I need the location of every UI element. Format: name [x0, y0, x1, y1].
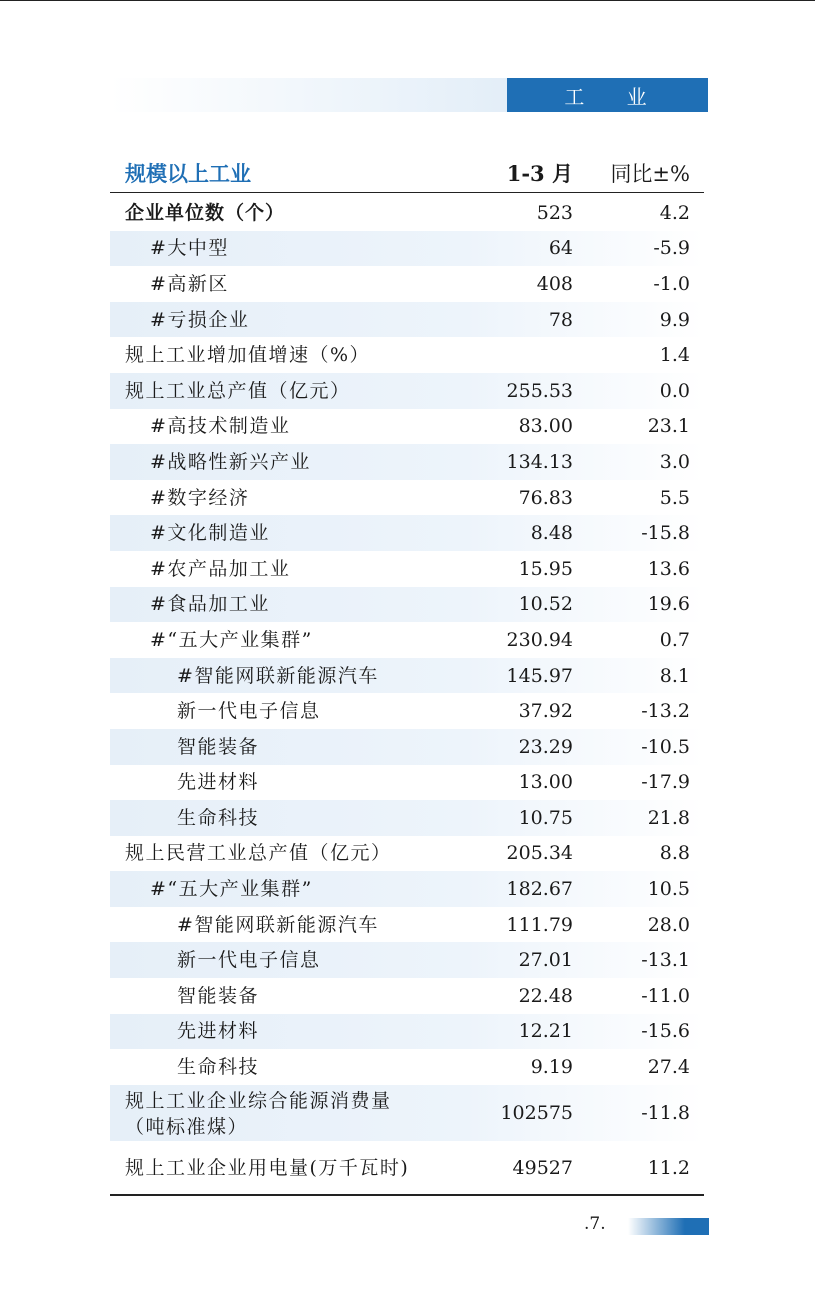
- table-row: [110, 587, 704, 623]
- page-footer-bar: [628, 1218, 709, 1235]
- row-label: #高新区: [150, 272, 229, 295]
- row-value: 12.21: [518, 1020, 573, 1043]
- row-label: 企业单位数（个）: [125, 201, 286, 224]
- row-change: 27.4: [647, 1056, 690, 1079]
- row-label: 智能装备: [177, 735, 260, 758]
- row-change: 3.0: [659, 450, 690, 473]
- row-label: #“五大产业集群”: [150, 878, 313, 901]
- row-change: -13.2: [641, 700, 690, 723]
- row-change: -11.8: [641, 1101, 690, 1124]
- table-row: [110, 765, 704, 801]
- table-row: [110, 729, 704, 765]
- row-value: 205.34: [506, 842, 573, 865]
- row-label: 规上民营工业总产值（亿元）: [125, 842, 392, 865]
- row-value: 27.01: [518, 949, 573, 972]
- row-change: 19.6: [647, 593, 690, 616]
- row-value: 9.19: [530, 1056, 573, 1079]
- row-change: 8.8: [659, 842, 690, 865]
- row-label: [125, 1088, 392, 1140]
- table-row: [110, 836, 704, 872]
- row-value: 408: [536, 272, 573, 295]
- row-label: 生命科技: [177, 1056, 260, 1079]
- table-row: [110, 658, 704, 694]
- row-change: -10.5: [641, 735, 690, 758]
- data-table: [110, 195, 704, 1185]
- row-label: 规上工业增加值增速（%）: [125, 344, 371, 367]
- row-value: 49527: [512, 1156, 573, 1179]
- row-change: 10.5: [647, 878, 690, 901]
- row-change: 11.2: [647, 1156, 690, 1179]
- row-change: 0.7: [659, 628, 690, 651]
- table-row: [110, 231, 704, 267]
- row-label: #智能网联新能源汽车: [177, 664, 379, 687]
- row-label: 智能装备: [177, 984, 260, 1007]
- table-bottom-rule: [110, 1194, 704, 1196]
- row-value: 523: [536, 201, 573, 224]
- row-value: 76.83: [518, 486, 573, 509]
- table-row: [110, 302, 704, 338]
- table-header: [110, 150, 704, 193]
- row-value: 230.94: [506, 628, 573, 651]
- row-label: #智能网联新能源汽车: [177, 913, 379, 936]
- page-number: .7.: [584, 1214, 606, 1234]
- row-change: -1.0: [653, 272, 690, 295]
- row-label: 新一代电子信息: [177, 700, 321, 723]
- row-value: 255.53: [506, 379, 573, 402]
- header-gradient-band: [110, 78, 507, 112]
- table-row: [110, 622, 704, 658]
- row-value: 10.75: [518, 806, 573, 829]
- table-row: [110, 942, 704, 978]
- row-change: -17.9: [641, 771, 690, 794]
- row-label: #“五大产业集群”: [150, 628, 313, 651]
- table-row: [110, 551, 704, 587]
- row-label: 新一代电子信息: [177, 949, 321, 972]
- table-row: [110, 907, 704, 943]
- row-label: #食品加工业: [150, 593, 270, 616]
- row-value: 10.52: [518, 593, 573, 616]
- row-label: #农产品加工业: [150, 557, 291, 580]
- row-change: -15.8: [641, 522, 690, 545]
- row-label: #数字经济: [150, 486, 250, 509]
- row-value: 64: [548, 237, 573, 260]
- table-row: [110, 800, 704, 836]
- row-label: #战略性新兴产业: [150, 450, 311, 473]
- row-label: #高技术制造业: [150, 415, 291, 438]
- row-label: #亏损企业: [150, 308, 250, 331]
- row-value: 78: [548, 308, 573, 331]
- row-change: 9.9: [659, 308, 690, 331]
- row-value: 111.79: [506, 913, 573, 936]
- column-header-period: 1-3 月: [506, 161, 573, 186]
- row-value: 134.13: [506, 450, 573, 473]
- table-row: [110, 978, 704, 1014]
- table-row: [110, 444, 704, 480]
- row-value: 8.48: [530, 522, 573, 545]
- row-change: 5.5: [659, 486, 690, 509]
- table-row: [110, 871, 704, 907]
- table-row: [110, 1085, 704, 1141]
- row-value: 13.00: [518, 771, 573, 794]
- section-title-tab: 工 业: [507, 78, 708, 112]
- row-change: 28.0: [647, 913, 690, 936]
- row-label: 生命科技: [177, 806, 260, 829]
- row-value: 22.48: [518, 984, 573, 1007]
- table-row: [110, 1150, 704, 1186]
- table-row: [110, 515, 704, 551]
- row-label: #大中型: [150, 237, 229, 260]
- row-label: #文化制造业: [150, 522, 270, 545]
- row-value: 83.00: [518, 415, 573, 438]
- top-rule: [0, 0, 815, 1]
- row-change: -11.0: [641, 984, 690, 1007]
- row-change: 8.1: [659, 664, 690, 687]
- table-row: [110, 337, 704, 373]
- column-header-yoy: 同比±%: [610, 162, 690, 186]
- row-change: -15.6: [641, 1020, 690, 1043]
- table-row: [110, 1014, 704, 1050]
- table-title: 规模以上工业: [125, 162, 251, 186]
- row-value: 15.95: [518, 557, 573, 580]
- table-row: [110, 693, 704, 729]
- row-change: 1.4: [659, 344, 690, 367]
- table-row: [110, 480, 704, 516]
- row-label-line2: （吨标准煤）: [125, 1115, 249, 1138]
- row-change: 4.2: [659, 201, 690, 224]
- row-label: 先进材料: [177, 1020, 260, 1043]
- row-change: -13.1: [641, 949, 690, 972]
- row-value: 145.97: [506, 664, 573, 687]
- row-label-line1: 规上工业企业综合能源消费量: [125, 1089, 392, 1112]
- row-value: 23.29: [518, 735, 573, 758]
- row-change: 0.0: [659, 379, 690, 402]
- row-value: 182.67: [506, 878, 573, 901]
- row-label: 规上工业企业用电量(万千瓦时): [125, 1156, 410, 1179]
- table-row: [110, 195, 704, 231]
- table-row: [110, 266, 704, 302]
- table-row: [110, 1049, 704, 1085]
- row-value: 102575: [500, 1101, 573, 1124]
- row-value: 37.92: [518, 700, 573, 723]
- row-change: -5.9: [653, 237, 690, 260]
- row-change: 13.6: [647, 557, 690, 580]
- row-change: 23.1: [647, 415, 690, 438]
- row-label: 先进材料: [177, 771, 260, 794]
- table-row: [110, 373, 704, 409]
- table-row: [110, 409, 704, 445]
- row-change: 21.8: [647, 806, 690, 829]
- row-label: 规上工业总产值（亿元）: [125, 379, 351, 402]
